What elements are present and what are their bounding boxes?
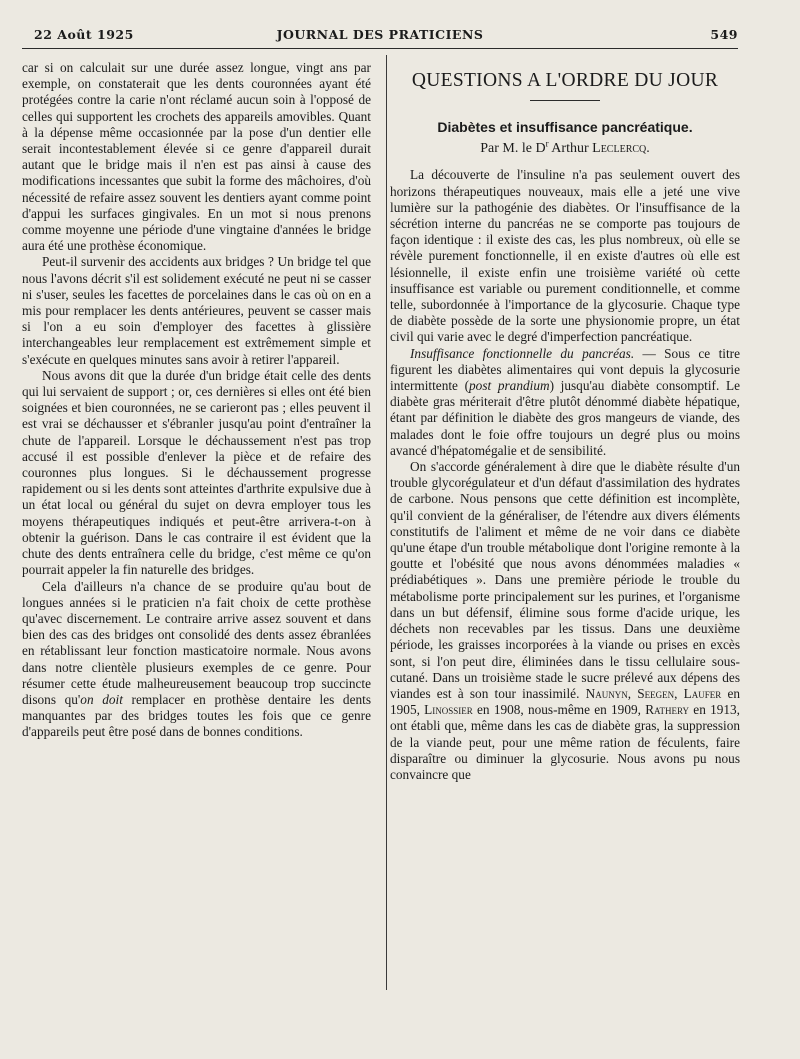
emphasis: on doit bbox=[80, 691, 123, 707]
left-column bbox=[22, 60, 371, 741]
running-header bbox=[22, 27, 738, 47]
header-rule bbox=[22, 48, 738, 49]
paragraph: Peut-il survenir des accidents aux bridges ? Un bridge tel que nous l'avons décrit s'il est solidement exécuté ne peut ni se casser ni s'user, seules les facettes de porcelaines dans le cas où on en a mis pour remplacer les dents antérieures, peuvent se casser mais si l'on a eu soin d'employer des facettes à glissière interchangeables leur remplacement est extrêmement simple et s'exécute en quelques minutes sans avoir à retirer l'appareil. bbox=[22, 254, 371, 367]
article-title: Diabètes et insuffisance pancréatique. bbox=[437, 119, 693, 135]
author-prefix: Par M. le D bbox=[480, 141, 546, 157]
paragraph bbox=[390, 346, 740, 459]
author-names: Linossier bbox=[424, 702, 473, 718]
emphasis: post prandium bbox=[469, 378, 550, 394]
article-author bbox=[390, 138, 740, 157]
column-separator bbox=[386, 55, 387, 990]
emphasis: Insuffisance fonctionnelle du pancréas. bbox=[410, 345, 635, 361]
text-run: Cela d'ailleurs n'a chance de se produire qu'au bout de longues années si le praticien n'a fait choix de cette prothèse qu'avec discernement. Le contraire arrive assez souvent et dans bien des cas des bridges ont consolidé des dents assez ébranlées en rétablissant leur fonction masticatoire normale. Nous avons dans notre clientèle plusieurs exemples de ce genre. Pour résumer cette étude malheureusement beaucoup trop succincte disons qu' bbox=[22, 578, 371, 707]
paragraph bbox=[390, 459, 740, 783]
paragraph bbox=[22, 579, 371, 741]
section-rule bbox=[530, 100, 600, 101]
text-run: ) jusqu'au diabète consomptif. Le diabète gras mériterait d'être plutôt dénommé diabète hépatique, étant par définition le diabète des gros mangeurs de viande, des malades dont le foie offre toujours un degré plus ou moins avancé d'hépatomégalie et de sensibilité. bbox=[390, 378, 740, 458]
author-names: Naunyn, Seegen, Laufer bbox=[585, 685, 722, 701]
right-column bbox=[390, 60, 740, 783]
text-run: On s'accorde généralement à dire que le diabète résulte d'un trouble glycorégulateur et d'un défaut d'assimilation des hydrates de carbone. Nous pensons que cette définition est incomplète, qu'il convient de la généraliser, de l'étendre aux divers éléments constitutifs de l'aliment et même de ne voir dans ce diabète qu'une étape d'un trouble métabolique dont l'origine remonte à la goutte et l'obésité que nous avons dénommées maladies « prédiabétiques ». Dans une première période le trouble du métabolisme porte principalement sur les purines, et l'organisme dans un but défensif, élimine sous forme d'acide urique, les déchets non recevables par les tissus. Dans une deuxième période, les graisses incorporées à la viande ou prises en excès sont, si l'on peut dire, éliminées dans le tissu cellulaire sous-cutané. Dans un troisième stade le sucre prélevé aux dépens des viandes est à son tour inassimilé. bbox=[390, 459, 740, 701]
section-title: QUESTIONS A L'ORDRE DU JOUR bbox=[411, 70, 719, 91]
text-run: en 1913, ont établi que, même dans les cas de diabète gras, la suppression de la viande peut, pour une même ration de féculents, faire disparaître ou diminuer la glycosurie. Nous avons pu nous convaincre que bbox=[390, 702, 740, 782]
header-page-number: 549 bbox=[710, 27, 738, 42]
paragraph: car si on calculait sur une durée assez longue, vingt ans par exemple, on constaterait que les dents couronnées ayant été protégées contre la carie n'ont réclamé aucun soin à l'opposé de celles qui supportent les crochets des appareils amovibles. Quant à la dépense même occasionnée par la pose d'un dentier elle serait incontestablement élevée si ce genre d'appareil durait autant que le bridge mais il n'en est pas ainsi à cause des modifications incessantes que subit la forme des mâchoires, d'où nécessité de refaire assez souvent les dentiers ayant comme point d'appui les surfaces gingivales. En un mot si nous prenons comme moyenne une période d'une vingtaine d'années le bridge aura été une prothèse économique. bbox=[22, 60, 371, 254]
author-sup: r bbox=[545, 138, 549, 149]
author-names: Rathery bbox=[645, 702, 690, 718]
header-journal-title: JOURNAL DES PRATICIENS bbox=[276, 27, 484, 42]
paragraph: La découverte de l'insuline n'a pas seulement ouvert des horizons thérapeutiques nouveaux, mais elle a jeté une vive lumière sur la pathogénie des diabètes. Or l'insuffisance de la sécrétion interne du pancréas ne se comporte pas toujours de façon identique : il existe des cas, les plus nombreux, où elle se révèle purement fonctionnelle, il en existe d'autres où elle est lésionnelle, il existe enfin une troisième variété où cette insuffisance est variable ou purement conditionnelle, et comme telle, subordonnée à l'importance de la glycosurie. Chaque type de diabète possède de la sorte une physionomie propre, un état civil qui varie avec le degré d'imperfection pancréatique. bbox=[390, 167, 740, 345]
text-run: en 1905, bbox=[390, 685, 740, 718]
header-date: 22 Août 1925 bbox=[34, 27, 134, 42]
text-run: remplacer en prothèse dentaire les dents manquantes par des bridges toutes les fois que ce genre d'appareils peut être posé dans de bonnes conditions. bbox=[22, 691, 371, 740]
paragraph: Nous avons dit que la durée d'un bridge était celle des dents qui lui servaient de support ; or, ces dernières si elles ont été bien soignées et bien couronnées, ne se carieront pas ; elles peuvent il est vrai se déchausser et s'ébranler jusqu'au point d'entraîner la chute de l'appareil. Lorsque le déchaussement n'est pas trop accusé il est possible d'enlever la pièce et de refaire des couronnes plus longues. Si le déchaussement progresse rapidement ou si les dents sont atteintes d'arthrite expulsive due à un état local ou général du sujet on devra employer tous les moyens thérapeutiques indiqués et peut-être arrivera-t-on à obtenir la guérison. Dans le cas contraire il est évident que la chute des dents entraînera celle du bridge, c'est même ce qu'on pourrait appeler la fin naturelle des bridges. bbox=[22, 367, 371, 578]
author-first-name: Arthur bbox=[548, 141, 593, 157]
author-last-name: Leclercq. bbox=[592, 141, 650, 157]
text-run: en 1908, nous-même en 1909, bbox=[472, 702, 646, 718]
text-run: — Sous ce titre figurent les diabètes alimentaires qui vont depuis la glycosurie intermittente ( bbox=[390, 345, 740, 394]
